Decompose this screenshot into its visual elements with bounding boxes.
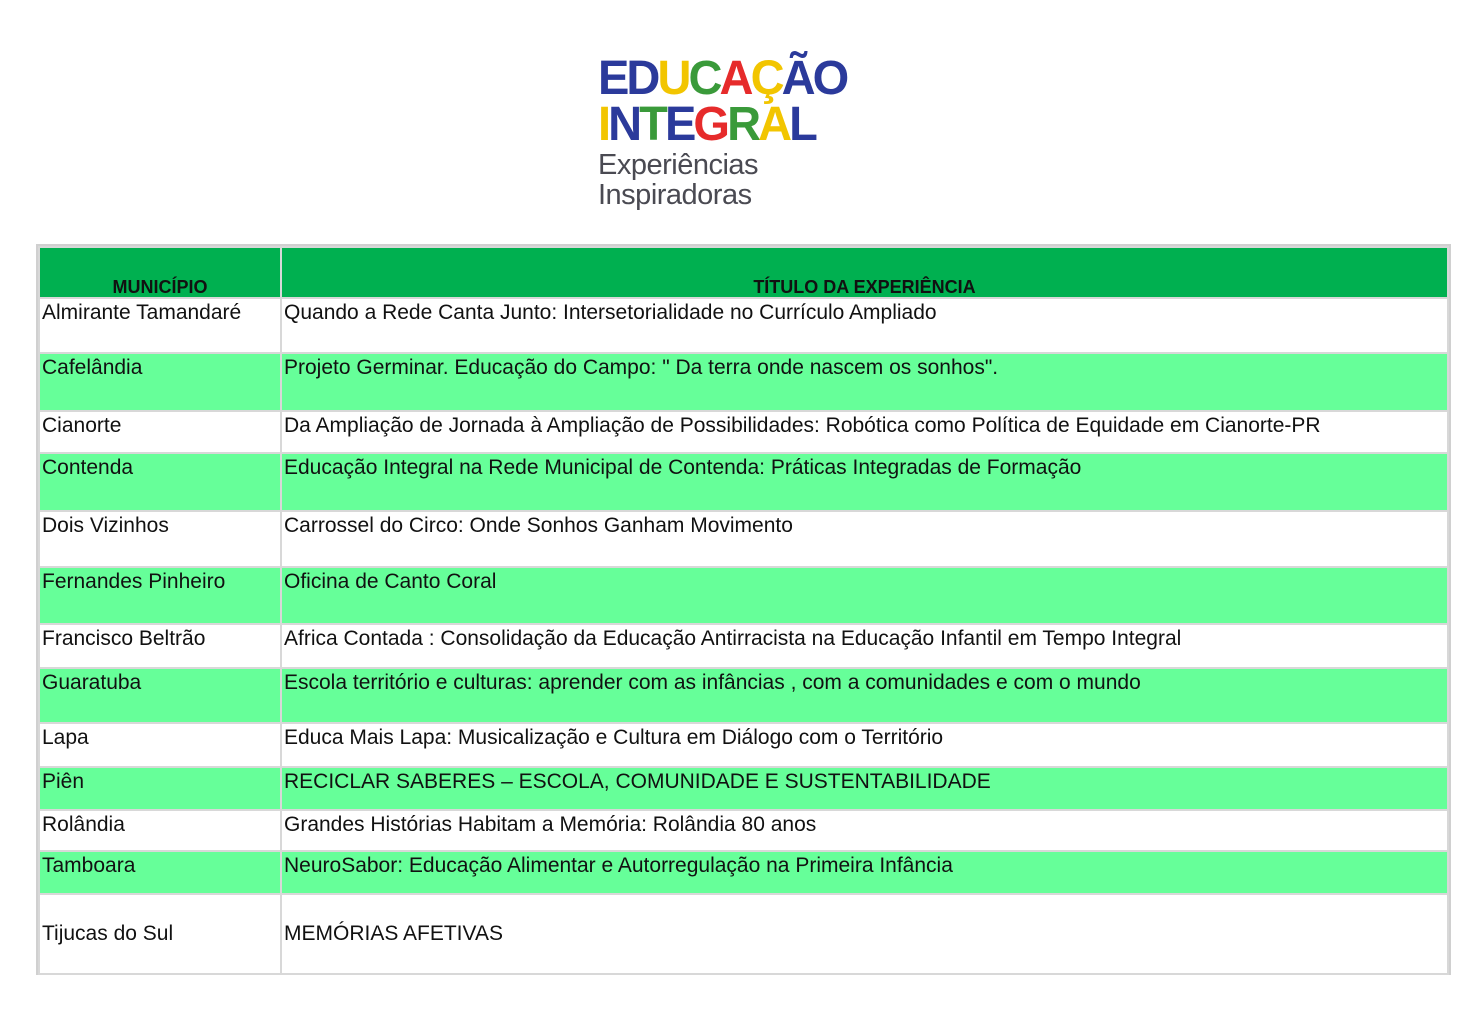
integral-letter: I xyxy=(598,98,609,151)
cell-municipio: Almirante Tamandaré xyxy=(39,298,281,353)
cell-municipio: Tamboara xyxy=(39,851,281,894)
cell-titulo: Oficina de Canto Coral xyxy=(281,567,1448,624)
cell-municipio: Francisco Beltrão xyxy=(39,624,281,668)
educacao-letter: D xyxy=(626,52,658,105)
integral-letter: E xyxy=(664,98,694,151)
cell-titulo: Projeto Germinar. Educação do Campo: " Da terra onde nascem os sonhos". xyxy=(281,353,1448,411)
cell-municipio: Piên xyxy=(39,767,281,810)
column-header-titulo: TÍTULO DA EXPERIÊNCIA xyxy=(281,247,1448,298)
cell-titulo: Carrossel do Circo: Onde Sonhos Ganham Movimento xyxy=(281,511,1448,567)
table-row xyxy=(39,851,1448,894)
educacao-letter: Ç xyxy=(750,52,782,105)
logo xyxy=(598,52,858,211)
educacao-letter: Ã xyxy=(781,52,813,105)
table-row xyxy=(39,624,1448,668)
table-body xyxy=(39,298,1448,974)
table-row xyxy=(39,353,1448,411)
integral-letter: G xyxy=(693,98,728,151)
cell-titulo: Educação Integral na Rede Municipal de Contenda: Práticas Integradas de Formação xyxy=(281,453,1448,511)
table-row xyxy=(39,511,1448,567)
cell-titulo: Quando a Rede Canta Junto: Intersetorialidade no Currículo Ampliado xyxy=(281,298,1448,353)
table-row xyxy=(39,810,1448,851)
cell-municipio: Dois Vizinhos xyxy=(39,511,281,567)
cell-municipio: Contenda xyxy=(39,453,281,511)
table-row xyxy=(39,567,1448,624)
logo-word-educacao xyxy=(598,52,853,105)
table-row xyxy=(39,298,1448,353)
table-row xyxy=(39,723,1448,767)
cell-municipio: Cianorte xyxy=(39,411,281,453)
cell-titulo: MEMÓRIAS AFETIVAS xyxy=(281,894,1448,974)
logo-subtitle-experiencias: Experiências xyxy=(598,149,759,181)
column-header-municipio: MUNICÍPIO xyxy=(39,247,281,298)
cell-titulo: Grandes Histórias Habitam a Memória: Rolândia 80 anos xyxy=(281,810,1448,851)
cell-municipio: Cafelândia xyxy=(39,353,281,411)
experiences-table xyxy=(36,244,1451,975)
cell-titulo: Africa Contada : Consolidação da Educação Antirracista na Educação Infantil em Tempo Integral xyxy=(281,624,1448,668)
table-row xyxy=(39,411,1448,453)
educacao-letter: O xyxy=(812,52,847,105)
cell-municipio: Tijucas do Sul xyxy=(39,894,281,974)
cell-titulo: RECICLAR SABERES – ESCOLA, COMUNIDADE E SUSTENTABILIDADE xyxy=(281,767,1448,810)
table-row xyxy=(39,453,1448,511)
table-header-row xyxy=(39,247,1448,298)
integral-letter: N xyxy=(608,98,640,151)
cell-titulo: Educa Mais Lapa: Musicalização e Cultura em Diálogo com o Território xyxy=(281,723,1448,767)
integral-letter: L xyxy=(789,98,815,151)
educacao-letter: A xyxy=(719,52,751,105)
table-row xyxy=(39,767,1448,810)
cell-titulo: NeuroSabor: Educação Alimentar e Autorregulação na Primeira Infância xyxy=(281,851,1448,894)
cell-municipio: Guaratuba xyxy=(39,668,281,723)
integral-letter: T xyxy=(639,98,665,151)
cell-titulo: Da Ampliação de Jornada à Ampliação de Possibilidades: Robótica como Política de Equidade em Cianorte-PR xyxy=(281,411,1448,453)
table-row xyxy=(39,668,1448,723)
educacao-letter: C xyxy=(688,52,720,105)
educacao-letter: E xyxy=(598,52,627,105)
educacao-letter: U xyxy=(657,52,689,105)
integral-letter: A xyxy=(758,98,790,151)
cell-municipio: Rolândia xyxy=(39,810,281,851)
integral-letter: R xyxy=(727,98,759,151)
cell-titulo: Escola território e culturas: aprender com as infâncias , com a comunidades e com o mundo xyxy=(281,668,1448,723)
logo-subtitle-inspiradoras: Inspiradoras xyxy=(598,179,752,211)
cell-municipio: Lapa xyxy=(39,723,281,767)
cell-municipio: Fernandes Pinheiro xyxy=(39,567,281,624)
table-row xyxy=(39,894,1448,974)
logo-word-integral xyxy=(598,98,853,151)
